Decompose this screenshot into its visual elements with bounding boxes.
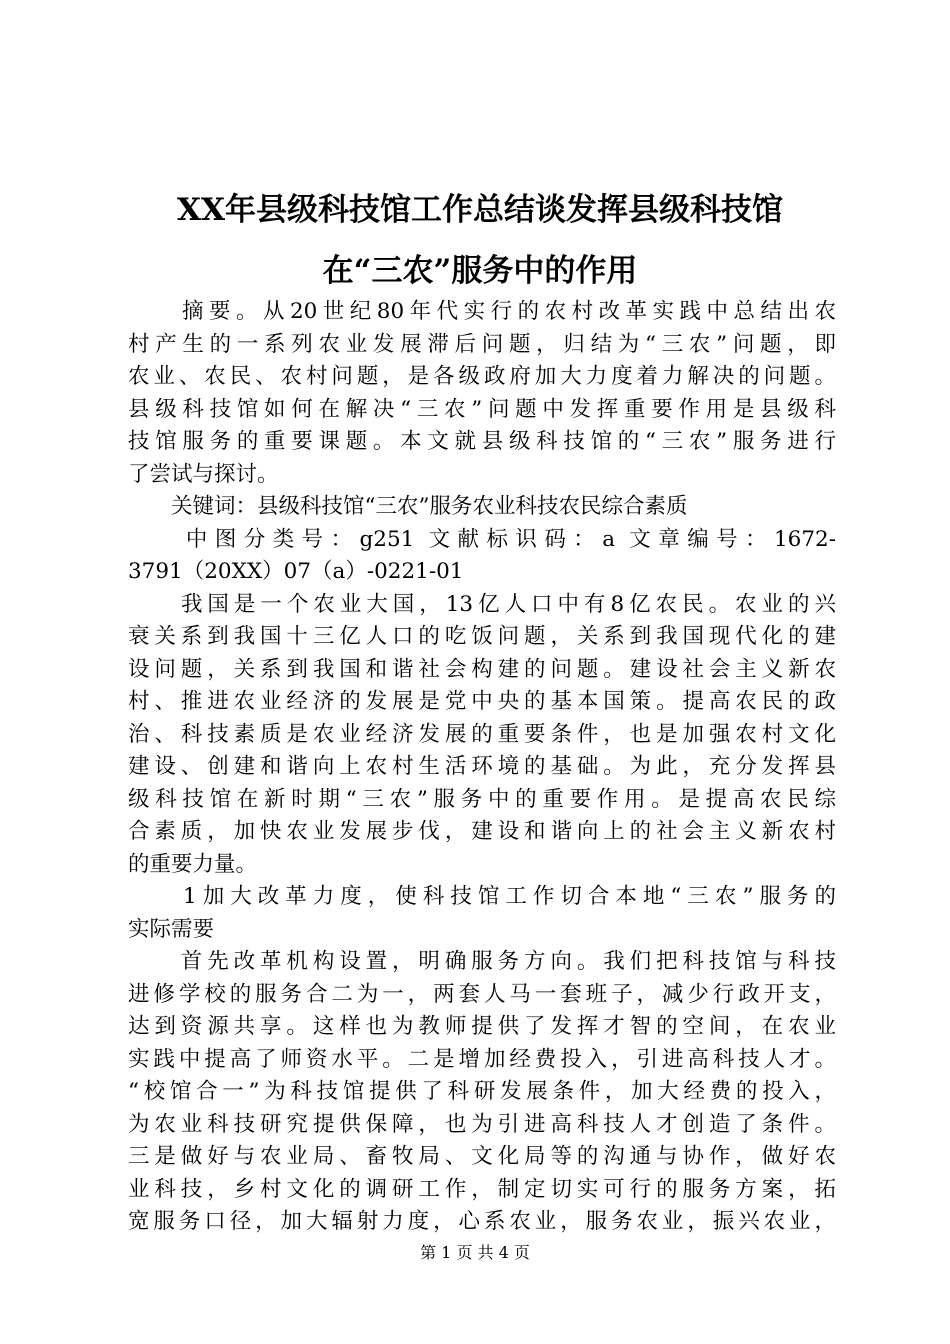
body-text-line: 实践中提高了师资水平。二是增加经费投入，引进高科技人才。 [128,1046,836,1072]
body-text-line: 级科技馆在新时期“三农”服务中的重要作用。是提高农民综 [128,786,836,812]
body-text-line: 进修学校的服务合二为一，两套人马一套班子，减少行政开支， [128,981,836,1007]
body-text-line: 首先改革机构设置，明确服务方向。我们把科技馆与科技 [128,949,836,974]
body-text-line: 农业、农民、农村问题，是各级政府加大力度着力解决的问题。 [128,364,836,389]
body-text-line: 衰关系到我国十三亿人口的吃饭问题，关系到我国现代化的建 [128,624,836,649]
body-text-line: 治、科技素质是农业经济发展的重要条件，也是加强农村文化 [128,721,836,747]
body-text-line: 了尝试与探讨。 [128,461,279,487]
body-text-line: 实际需要 [128,916,215,942]
body-text-line: 的重要力量。 [128,851,258,877]
body-text-line: 关键词：县级科技馆“三农”服务农业科技农民综合素质 [128,494,688,519]
body-text-line: 为农业科技研究提供保障，也为引进高科技人才创造了条件。 [128,1111,836,1137]
page-footer: 第 1 页 共 4 页 [420,1243,530,1262]
body-text-line: 中图分类号：g251 文献标识码：a 文章编号：1672- [128,526,836,552]
body-text-line: 县级科技馆如何在解决“三农”问题中发挥重要作用是县级科 [128,396,836,422]
body-text-line: 建设、创建和谐向上农村生活环境的基础。为此，充分发挥县 [128,754,836,779]
body-text-line: 村、推进农业经济的发展是党中央的基本国策。提高农民的政 [128,689,836,714]
body-text-line: 三是做好与农业局、畜牧局、文化局等的沟通与协作，做好农 [128,1144,836,1169]
body-text-line: 设问题，关系到我国和谐社会构建的问题。建设社会主义新农 [128,656,836,682]
body-text-line: 技馆服务的重要课题。本文就县级科技馆的“三农”服务进行 [128,429,836,454]
body-text-line: 达到资源共享。这样也为教师提供了发挥才智的空间，在农业 [128,1014,836,1039]
document-title-line-1: XX年县级科技馆工作总结谈发挥县级科技馆 [176,192,784,228]
body-text-line: 合素质，加快农业发展步伐，建设和谐向上的社会主义新农村 [128,819,836,844]
body-text-line: 1加大改革力度，使科技馆工作切合本地“三农”服务的 [128,884,836,909]
body-text-line: 宽服务口径，加大辐射力度，心系农业，服务农业，振兴农业， [128,1209,836,1234]
body-text-line: 村产生的一系列农业发展滞后问题，归结为“三农”问题，即 [128,331,836,357]
body-text-line: 摘要。从20世纪80年代实行的农村改革实践中总结出农 [128,299,836,324]
document-body [128,296,836,1239]
body-text-line: 业科技，乡村文化的调研工作，制定切实可行的服务方案，拓 [128,1176,836,1202]
body-text-line: “校馆合一”为科技馆提供了科研发展条件，加大经费的投入， [128,1079,836,1104]
document-title-line-2: 在“三农”服务中的作用 [322,253,638,289]
body-text-line: 我国是一个农业大国，13亿人口中有8亿农民。农业的兴 [128,591,836,617]
body-text-line: 3791（20XX）07（a）-0221-01 [128,559,464,584]
